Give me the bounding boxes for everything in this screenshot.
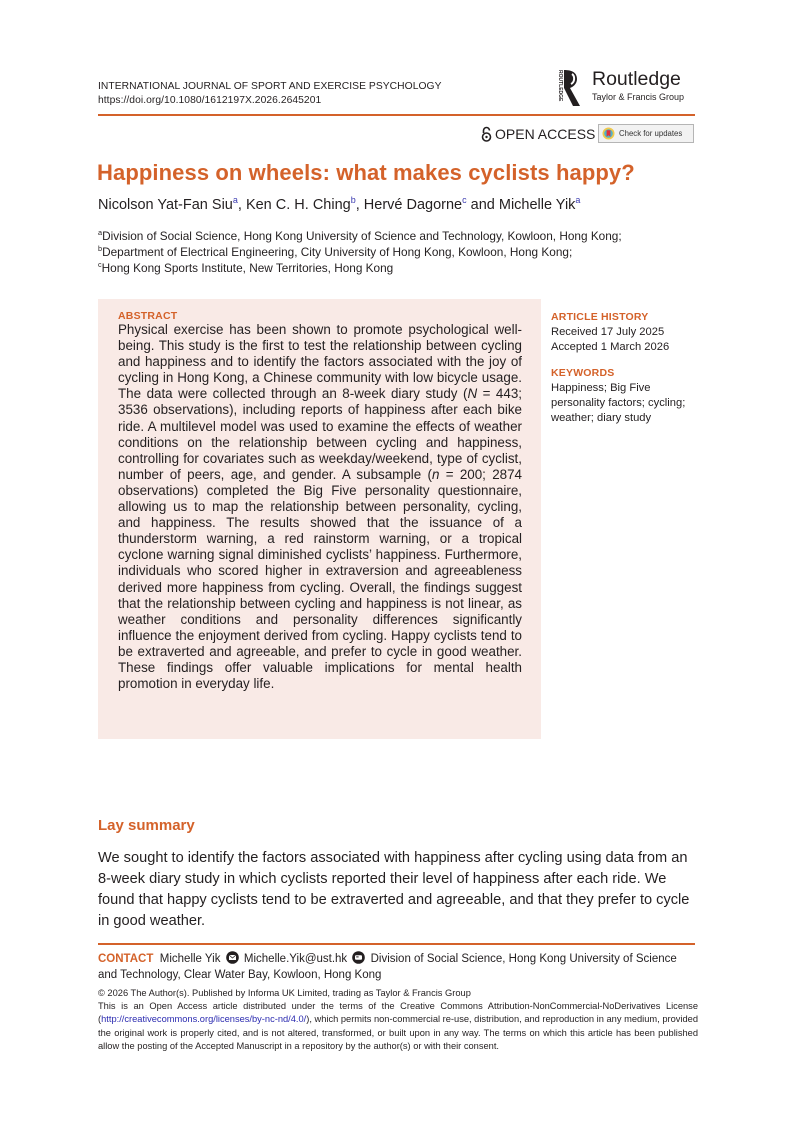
license-link[interactable]: http://creativecommons.org/licenses/by-nc-nd/4.0/ bbox=[101, 1014, 307, 1025]
affiliation-marker[interactable]: c bbox=[462, 195, 467, 206]
accepted-date: Accepted 1 March 2026 bbox=[551, 341, 670, 353]
journal-header bbox=[98, 80, 442, 108]
lay-summary-text: We sought to identify the factors associated with happiness after cycling using data from an 8-week diary study in which cyclists reported their level of happiness after each ride. We found that happy cyclists tend to be extraverted and agreeable, and that they prefer to cycle in good weather. bbox=[98, 850, 690, 929]
keywords-list: Happiness; Big Five personality factors; cycling; weather; diary study bbox=[551, 382, 686, 424]
author-name[interactable]: Nicolson Yat-Fan Siu bbox=[98, 197, 233, 213]
affiliation-item bbox=[98, 228, 622, 244]
article-history-heading: ARTICLE HISTORY bbox=[551, 311, 649, 323]
affiliations bbox=[98, 228, 622, 276]
logo-vertical-text: ROUTLEDGE bbox=[557, 70, 563, 102]
received-date: Received 17 July 2025 bbox=[551, 326, 665, 338]
mailbox-icon bbox=[352, 951, 365, 964]
license-text bbox=[98, 1000, 698, 1053]
affiliation-text: Department of Electrical Engineering, City University of Hong Kong, Kowloon, Hong Kong; bbox=[102, 245, 573, 259]
author-separator: , bbox=[355, 197, 364, 213]
lay-summary-heading: Lay summary bbox=[98, 817, 195, 834]
contact-info bbox=[98, 951, 695, 983]
abstract-text-part: = 200; 2874 observations) completed the Big Five personality questionnaire, allowing us to map the relationship between personality, cycling, and happiness. The results showed that the issuance of a thunderstorm warning, a red rainstorm warning, or a tropical cyclone warning signal diminished cyclists’ happiness. Furthermore, individuals who scored higher in extraversion and agreeableness derived more happiness from cycling. Overall, the findings suggest that the relationship between cycling and happiness is not linear, as weather conditions and personality differences significantly influence the enjoyment derived from cycling. Happy cyclists tend to be extraverted and agreeable, and prefer to cycle in good weather. These findings offer valuable implications for mental health promotion in everyday life. bbox=[118, 466, 522, 692]
affiliation-item bbox=[98, 244, 622, 260]
open-access-badge bbox=[481, 126, 595, 142]
abstract-text-part: = 443; 3536 observations), including reports of happiness after each bike ride. A multilevel model was used to examine the effects of weather conditions on the relationship between cycling and happiness, controlling for covariates such as weekday/weekend, type of cyclist, number of peers, age, and gender. A subsample ( bbox=[118, 386, 522, 482]
affiliation-marker[interactable]: a bbox=[575, 195, 581, 206]
author-separator: and bbox=[466, 197, 499, 213]
author-name[interactable]: Hervé Dagorne bbox=[363, 197, 463, 213]
author-list bbox=[98, 197, 580, 213]
header-divider bbox=[98, 114, 695, 116]
check-for-updates-button[interactable] bbox=[598, 124, 694, 143]
contact-divider bbox=[98, 943, 695, 945]
copyright-notice bbox=[98, 987, 698, 1053]
routledge-logo-icon bbox=[553, 68, 587, 108]
abstract-heading: ABSTRACT bbox=[118, 310, 178, 322]
author-name[interactable]: Ken C. H. Ching bbox=[245, 197, 351, 213]
affiliation-marker[interactable]: b bbox=[350, 195, 356, 206]
affiliation-marker[interactable]: a bbox=[232, 195, 238, 206]
affiliation-key: b bbox=[98, 244, 103, 254]
sample-size-symbol: N bbox=[467, 386, 478, 402]
publisher-logo bbox=[553, 68, 698, 108]
publisher-name: Routledge bbox=[592, 68, 681, 90]
envelope-icon bbox=[226, 951, 239, 964]
keywords-heading: KEYWORDS bbox=[551, 367, 615, 379]
journal-name: INTERNATIONAL JOURNAL OF SPORT AND EXERCISE PSYCHOLOGY bbox=[98, 81, 442, 92]
subsample-size-symbol: n bbox=[431, 466, 440, 482]
article-title: Happiness on wheels: what makes cyclists happy? bbox=[97, 160, 635, 185]
affiliation-text: Hong Kong Sports Institute, New Territories, Hong Kong bbox=[101, 261, 394, 275]
affiliation-key: c bbox=[98, 260, 102, 270]
affiliation-text: Division of Social Science, Hong Kong University of Science and Technology, Kowloon, Hong Kong; bbox=[102, 229, 622, 243]
license-text-part: ), which permits non-commercial re-use, distribution, and reproduction in any medium, provided the original work is properly cited, and is not altered, transformed, or built upon in any way. The terms on which this article has been published allow the posting of the Accepted Manuscript in a repository by the author(s) or with their consent. bbox=[98, 1014, 698, 1051]
publisher-subtitle: Taylor & Francis Group bbox=[592, 92, 685, 102]
author-name[interactable]: Michelle Yik bbox=[498, 197, 576, 213]
affiliation-key: a bbox=[98, 228, 103, 238]
open-access-label: OPEN ACCESS bbox=[495, 126, 596, 142]
contact-address: Division of Social Science, Hong Kong University of Science and Technology, Clear Water Bay, Kowloon, Hong Kong bbox=[98, 953, 677, 981]
abstract-text bbox=[118, 322, 522, 692]
contact-name: Michelle Yik bbox=[159, 953, 221, 965]
check-updates-label: Check for updates bbox=[619, 129, 683, 138]
contact-label: CONTACT bbox=[98, 953, 154, 965]
check-updates-icon bbox=[602, 127, 615, 140]
abstract-text-part: Physical exercise has been shown to promote psychological well-being. This study is the first to test the relationship between cycling and happiness and to identify the factors associated with the joy of cycling in Hong Kong, a Chinese community with low bicycle usage. The data were collected through an 8-week diary study ( bbox=[118, 322, 522, 402]
affiliation-item bbox=[98, 260, 622, 276]
doi-link[interactable]: https://doi.org/10.1080/1612197X.2026.2645201 bbox=[98, 95, 322, 106]
spacer bbox=[551, 355, 701, 366]
open-lock-icon bbox=[481, 126, 492, 142]
abstract-box bbox=[98, 299, 541, 739]
license-text-part: This is an Open Access article distributed under the terms of the Creative Commons Attribution-NonCommercial-NoDerivatives License ( bbox=[98, 1001, 698, 1025]
author-separator: , bbox=[237, 197, 246, 213]
article-metadata-sidebar bbox=[551, 310, 701, 426]
contact-email-link[interactable]: Michelle.Yik@ust.hk bbox=[243, 953, 348, 965]
copyright-line: © 2026 The Author(s). Published by Informa UK Limited, trading as Taylor & Francis Group bbox=[98, 988, 471, 998]
